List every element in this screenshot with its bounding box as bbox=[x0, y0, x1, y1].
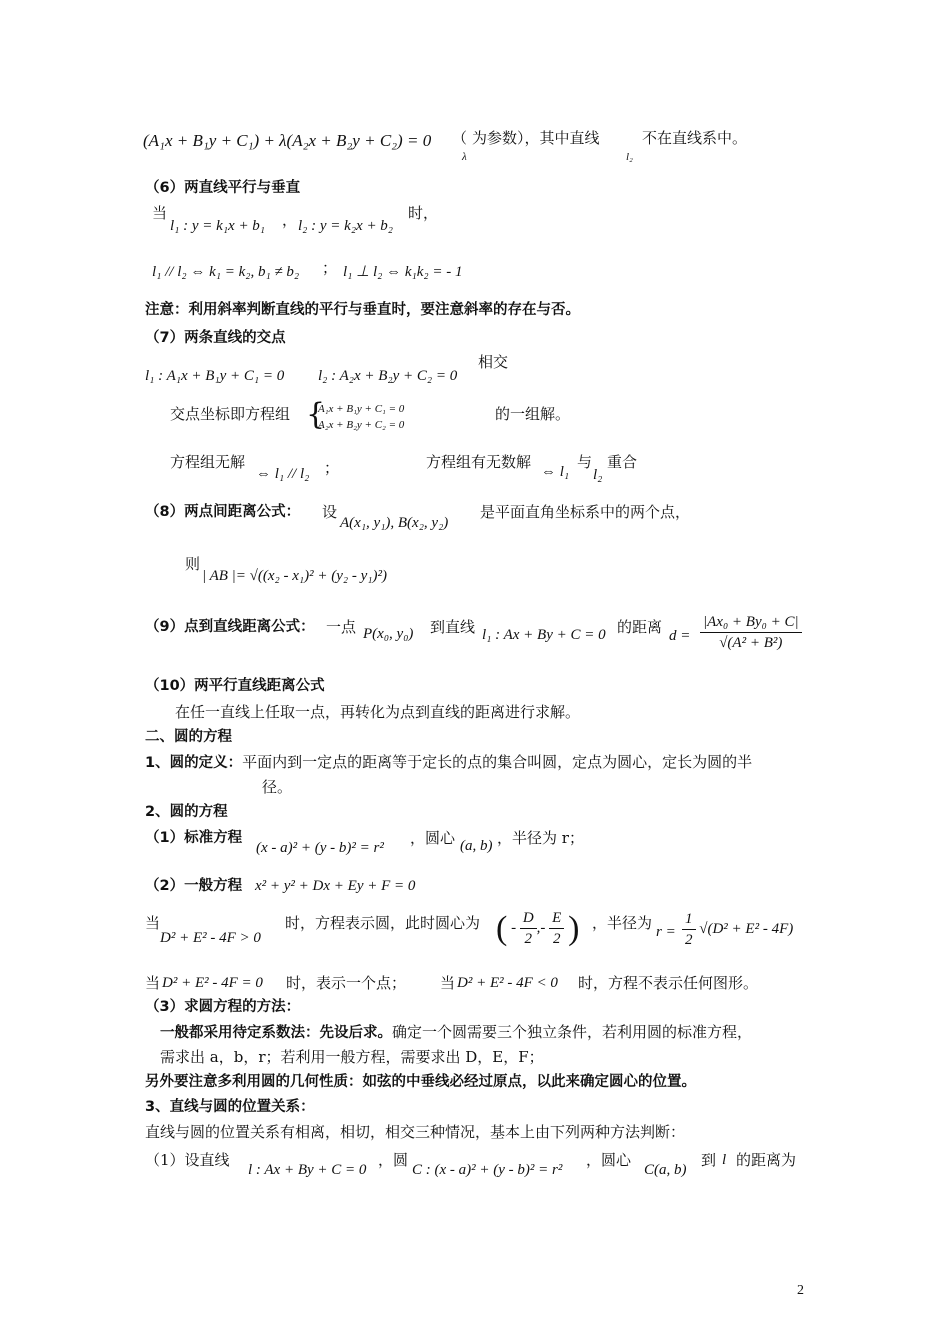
m1-dist: 的距离为 bbox=[736, 1151, 797, 1169]
std-label: （1）标准方程 bbox=[145, 830, 243, 846]
r-sqrt: √(D² + E² - 4F) bbox=[699, 920, 794, 937]
sec7-l1-eq: l₁ : A₁x + B₁y + C₁ = 0 bbox=[145, 368, 285, 384]
sec8-then: 则 bbox=[185, 555, 201, 573]
sec9-distance: 的距离 bbox=[617, 618, 663, 636]
method-text: 确定一个圆需要三个独立条件，若利用圆的标准方程， bbox=[392, 1023, 753, 1041]
sec8-points: A(x₁, y₁), B(x₂, y₂) bbox=[340, 515, 449, 531]
minus-x: - bbox=[511, 919, 520, 936]
gen-when-3: 当 bbox=[440, 974, 456, 992]
sec6-parallel: l₁ // l₂ ⇔ k₁ = k₂, b₁ ≠ b₂ bbox=[152, 264, 300, 280]
sec7-coincide: 重合 bbox=[607, 453, 638, 471]
page-number: 2 bbox=[797, 1283, 804, 1298]
note-text: 为参数），其中直线 bbox=[472, 129, 600, 147]
pos-text: 直线与圆的位置关系有相离，相切，相交三种情况，基本上由下列两种方法判断： bbox=[145, 1123, 686, 1141]
center-x-frac bbox=[520, 908, 537, 949]
std-center-label: ，圆心 bbox=[410, 829, 456, 847]
sec7-intersect: 相交 bbox=[478, 353, 509, 371]
sec7-and: 与 bbox=[577, 453, 593, 471]
sec7-l2: l₂ bbox=[593, 467, 603, 483]
r-eq: r = bbox=[656, 924, 676, 940]
sec9-to-line: 到直线 bbox=[430, 618, 476, 636]
m1-circle-label: ，圆 bbox=[378, 1151, 409, 1169]
line-system-note-text bbox=[472, 128, 600, 148]
distance-fraction bbox=[700, 612, 802, 653]
sec7-no-solution: 方程组无解 bbox=[170, 453, 246, 471]
def-text-2: 径。 bbox=[262, 778, 293, 796]
geo-note: 另外要注意多利用圆的几何性质：如弦的中垂线必经过原点，以此来确定圆心的位置。 bbox=[145, 1074, 696, 1090]
line-system-formula: (A₁x + B₁y + C₁) + λ(A₂x + B₂y + C₂) = 0 bbox=[143, 131, 432, 150]
sec6-semicolon: ； bbox=[322, 259, 338, 277]
method-heading: （3）求圆方程的方法： bbox=[145, 999, 301, 1015]
line-system-note bbox=[452, 128, 467, 148]
sec7-no-solution-rel: ⇔ l₁ // l₂ bbox=[256, 466, 310, 482]
sec8-desc: 是平面直角坐标系中的两个点， bbox=[480, 503, 691, 521]
sec10-heading: （10）两平行直线距离公式 bbox=[145, 678, 325, 694]
lambda-symbol: λ bbox=[462, 151, 467, 163]
paren-right: ) bbox=[568, 909, 580, 947]
def-label: 1、圆的定义： bbox=[145, 755, 243, 771]
cond-pos: D² + E² - 4F > 0 bbox=[160, 930, 261, 946]
m1-center: C(a, b) bbox=[644, 1162, 687, 1178]
half-num: 1 bbox=[682, 909, 696, 930]
sec6-perp: l₁ ⊥ l₂ ⇔ k₁k₂ = - 1 bbox=[343, 264, 463, 280]
sec6-heading: （6）两直线平行与垂直 bbox=[145, 180, 301, 196]
paren-open: （ bbox=[452, 129, 468, 147]
half-den: 2 bbox=[685, 932, 693, 948]
point-text: 时，表示一个点； bbox=[286, 974, 407, 992]
sec7-l2-eq: l₂ : A₂x + B₂y + C₂ = 0 bbox=[318, 368, 458, 384]
note-slope: 注意：利用斜率判断直线的平行与垂直时，要注意斜率的存在与否。 bbox=[145, 302, 580, 318]
distance-numerator: |Ax₀ + By₀ + C| bbox=[700, 612, 802, 633]
radius-text: ，半径为 bbox=[592, 914, 653, 932]
line-system-tail: 不在直线系中。 bbox=[642, 129, 748, 147]
sec9-d-eq: d = bbox=[669, 628, 691, 644]
method-row bbox=[160, 1022, 752, 1043]
sec6-when: 当 bbox=[152, 204, 168, 222]
def-text: 平面内到一定点的距离等于定长的点的集合叫圆，定点为圆心，定长为圆的半 bbox=[242, 753, 753, 771]
m1-center-label: ，圆心 bbox=[586, 1151, 632, 1169]
gen-label: （2）一般方程 bbox=[145, 878, 243, 894]
sec7-heading: （7）两条直线的交点 bbox=[145, 330, 286, 346]
std-radius: ，半径为 r； bbox=[497, 829, 584, 847]
method-text-2: 需求出 a，b，r；若利用一般方程，需要求出 D，E，F； bbox=[160, 1048, 544, 1066]
sec8-heading: （8）两点间距离公式： bbox=[145, 504, 301, 520]
std-eq: (x - a)² + (y - b)² = r² bbox=[256, 840, 384, 856]
sec7-system-eq2: A₂x + B₂y + C₂ = 0 bbox=[318, 419, 405, 431]
sec8-formula: | AB |= √((x₂ - x₁)² + (y₂ - y₁)²) bbox=[202, 568, 387, 584]
m1-label: （1）设直线 bbox=[145, 1151, 230, 1169]
paren-left: ( bbox=[496, 909, 508, 947]
line-system-row bbox=[143, 131, 431, 151]
cond-neg: D² + E² - 4F < 0 bbox=[457, 975, 558, 991]
system-brace: { bbox=[306, 397, 326, 432]
method-bold: 一般都采用待定系数法：先设后求。 bbox=[160, 1025, 392, 1041]
sec6-when-tail: 时， bbox=[408, 204, 439, 222]
half-frac bbox=[682, 909, 696, 950]
m1-circle: C : (x - a)² + (y - b)² = r² bbox=[412, 1162, 563, 1178]
m1-line: l : Ax + By + C = 0 bbox=[248, 1162, 367, 1178]
m1-l: l bbox=[722, 1152, 727, 1168]
sec7-system-suffix: 的一组解。 bbox=[495, 405, 571, 423]
std-center: (a, b) bbox=[460, 838, 493, 854]
sec9-a-point: 一点 bbox=[326, 618, 357, 636]
sec7-system-prefix: 交点坐标即方程组 bbox=[170, 405, 291, 423]
center-y-frac bbox=[549, 908, 564, 949]
sec6-comma: ， bbox=[282, 211, 298, 229]
eq-heading: 2、圆的方程 bbox=[145, 804, 228, 820]
circle-definition-row bbox=[145, 752, 752, 773]
gen-eq: x² + y² + Dx + Ey + F = 0 bbox=[255, 878, 416, 894]
sec9-heading: （9）点到直线距离公式： bbox=[145, 619, 315, 635]
sec9-point: P(x₀, y₀) bbox=[363, 626, 414, 642]
circle-text: 时，方程表示圆，此时圆心为 bbox=[285, 914, 481, 932]
r-formula bbox=[682, 909, 793, 950]
sec7-system-eq1: A₁x + B₁y + C₁ = 0 bbox=[318, 403, 405, 415]
sec8-set: 设 bbox=[322, 503, 338, 521]
center-coords bbox=[496, 908, 579, 954]
gen-when-2: 当 bbox=[145, 974, 161, 992]
part2-heading: 二、圆的方程 bbox=[145, 729, 232, 745]
center-y-den: 2 bbox=[553, 931, 561, 947]
distance-denominator: √(A² + B²) bbox=[719, 635, 783, 651]
gen-when: 当 bbox=[145, 914, 161, 932]
pos-heading: 3、直线与圆的位置关系： bbox=[145, 1099, 315, 1115]
m1-to: 到 bbox=[701, 1151, 717, 1169]
cond-zero: D² + E² - 4F = 0 bbox=[162, 975, 263, 991]
sec9-line: l₁ : Ax + By + C = 0 bbox=[482, 627, 606, 643]
l2-symbol: l₂ bbox=[626, 151, 633, 163]
center-y-num: E bbox=[549, 908, 564, 929]
sec7-inf-rel: ⇔ l₁ bbox=[541, 464, 570, 480]
sec7-inf-solution: 方程组有无数解 bbox=[426, 453, 532, 471]
sec6-l2-eq: l₂ : y = k₂x + b₂ bbox=[298, 218, 394, 234]
sec10-text: 在任一直线上任取一点，再转化为点到直线的距离进行求解。 bbox=[175, 703, 581, 721]
sec6-l1-eq: l₁ : y = k₁x + b₁ bbox=[170, 218, 266, 234]
none-text: 时，方程不表示任何图形。 bbox=[578, 974, 759, 992]
center-x-den: 2 bbox=[524, 931, 532, 947]
comma-minus: ,- bbox=[536, 919, 550, 936]
sec7-semicolon: ； bbox=[324, 459, 340, 477]
sec9-fraction bbox=[700, 612, 802, 653]
center-x-num: D bbox=[520, 908, 537, 929]
